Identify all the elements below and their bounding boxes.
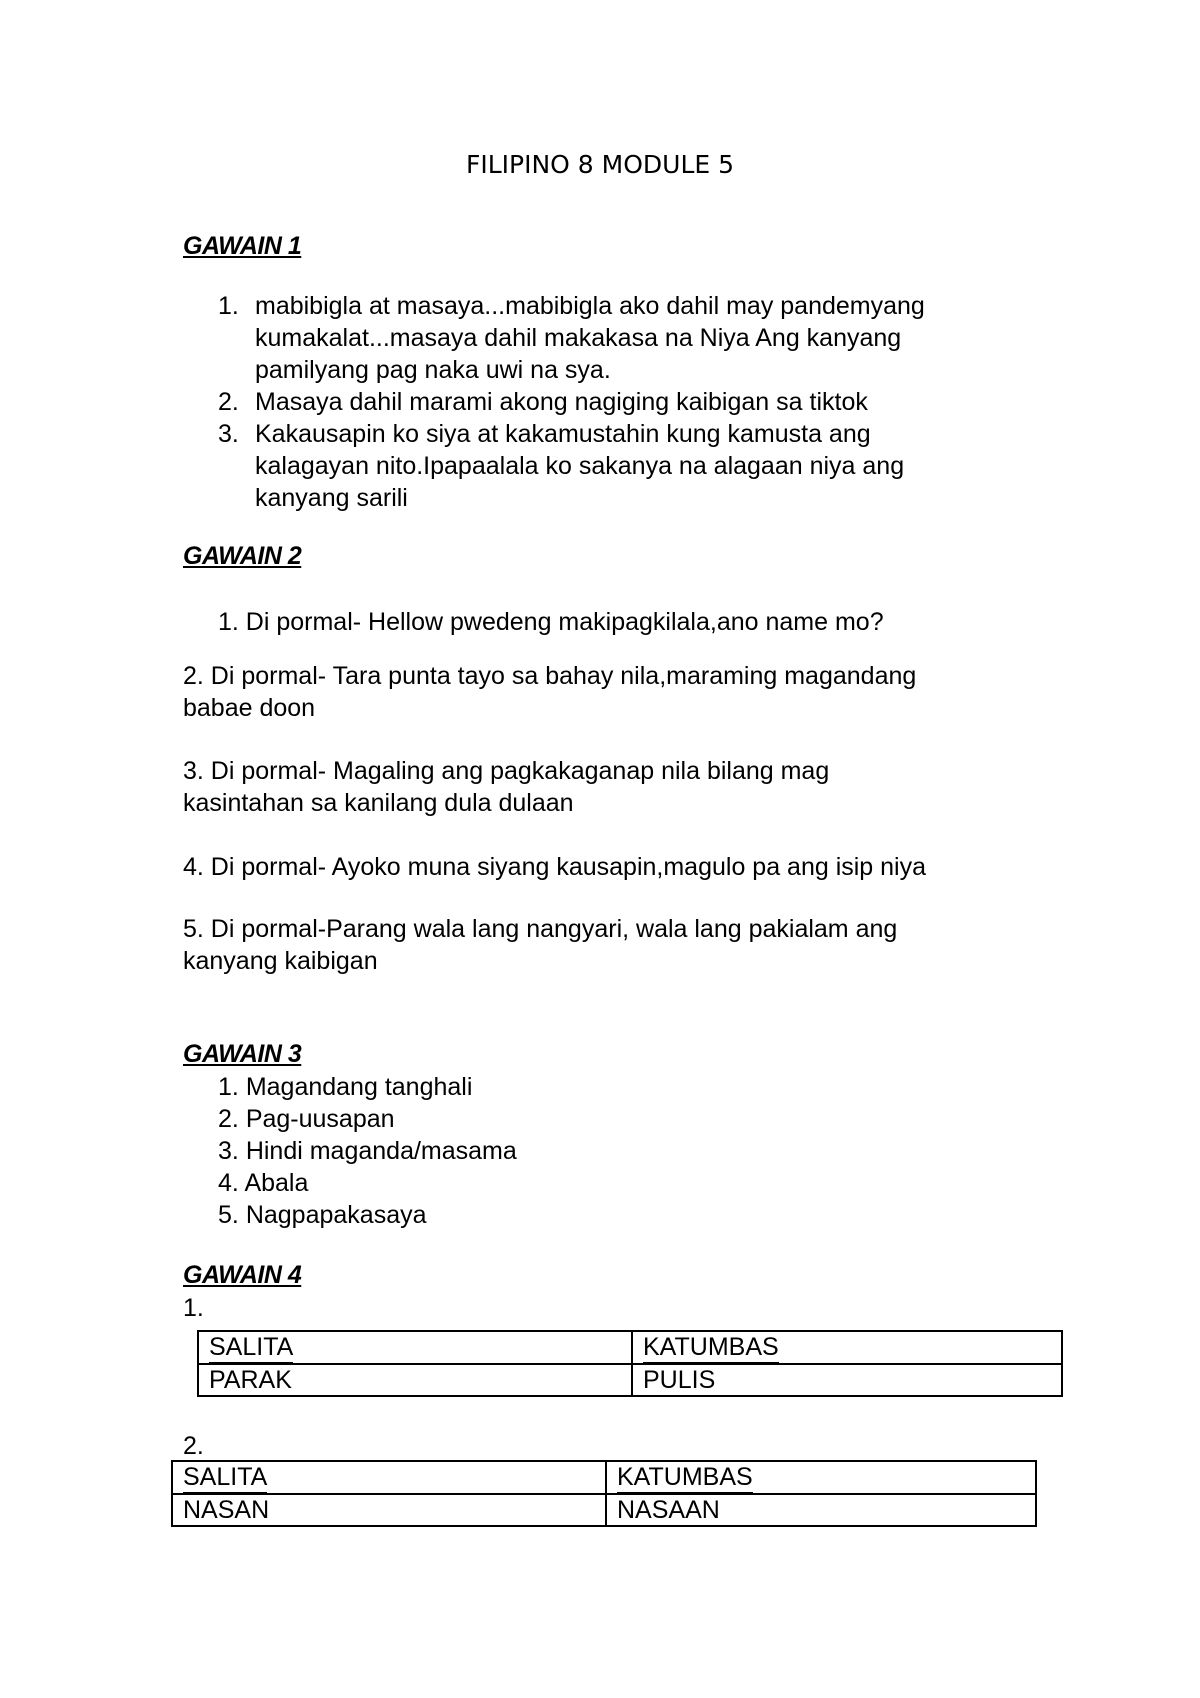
list-text-cont: kumakalat...masaya dahil makakasa na Niya Ang kanyang <box>255 324 902 352</box>
gawain-2-item-1: 1. Di pormal- Hellow pwedeng makipagkilala,ano name mo? <box>218 608 884 636</box>
list-number: 5. <box>218 1201 239 1229</box>
table-cell <box>606 1461 1036 1494</box>
list-number: 1. <box>218 292 239 320</box>
list-text-cont: pamilyang pag naka uwi na sya. <box>255 356 611 384</box>
table-row <box>198 1331 1062 1364</box>
list-number: 1. <box>218 1073 239 1101</box>
gawain-2-heading: GAWAIN 2 <box>183 542 302 570</box>
table-cell <box>606 1494 1036 1526</box>
list-number: 4. <box>218 1169 239 1197</box>
list-number: 3. <box>218 1137 239 1165</box>
table-cell <box>198 1331 632 1364</box>
list-item <box>218 1103 395 1135</box>
list-item <box>218 1199 427 1231</box>
gawain-4-heading: GAWAIN 4 <box>183 1261 302 1289</box>
table-row <box>198 1364 1062 1396</box>
list-text: mabibigla at masaya...mabibigla ako dahil may pandemyang <box>255 292 925 320</box>
cell-text: NASAAN <box>617 1496 720 1524</box>
gawain-2-item-5: 5. Di pormal-Parang wala lang nangyari, wala lang pakialam ang <box>183 915 898 943</box>
list-number: 3. <box>218 420 239 448</box>
gawain-1-heading: GAWAIN 1 <box>183 232 302 260</box>
cell-text: PULIS <box>643 1366 716 1394</box>
list-number: 2. <box>218 388 239 416</box>
table-2-label: 2. <box>183 1432 204 1460</box>
list-text: Pag-uusapan <box>245 1105 395 1133</box>
list-text: Hindi maganda/masama <box>245 1137 517 1165</box>
table-1-label: 1. <box>183 1294 204 1322</box>
gawain-2-item-2: 2. Di pormal- Tara punta tayo sa bahay nila,maraming magandang <box>183 662 917 690</box>
gawain-2-item-3-cont: kasintahan sa kanilang dula dulaan <box>183 789 574 817</box>
list-text-cont: kanyang sarili <box>255 484 408 512</box>
gawain-2-item-3: 3. Di pormal- Magaling ang pagkakaganap nila bilang mag <box>183 757 830 785</box>
table-row <box>172 1461 1036 1494</box>
table-cell <box>172 1461 606 1494</box>
cell-text: KATUMBAS <box>617 1463 753 1491</box>
cell-text: KATUMBAS <box>643 1333 779 1361</box>
list-text: Abala <box>244 1169 309 1197</box>
gawain-2-item-4: 4. Di pormal- Ayoko muna siyang kausapin,magulo pa ang isip niya <box>183 853 927 881</box>
gawain-3-heading: GAWAIN 3 <box>183 1040 302 1068</box>
table-row <box>172 1494 1036 1526</box>
cell-text: PARAK <box>209 1366 292 1394</box>
cell-text: SALITA <box>183 1463 268 1491</box>
table-cell <box>632 1331 1062 1364</box>
list-item <box>218 1135 517 1167</box>
table-cell <box>172 1494 606 1526</box>
list-text: Kakausapin ko siya at kakamustahin kung kamusta ang <box>255 420 871 448</box>
cell-text: SALITA <box>209 1333 294 1361</box>
page-title: FILIPINO 8 MODULE 5 <box>465 150 735 179</box>
list-item <box>218 1071 472 1103</box>
list-item <box>218 1167 308 1199</box>
list-text-cont: kalagayan nito.Ipapaalala ko sakanya na alagaan niya ang <box>255 452 905 480</box>
cell-text: NASAN <box>183 1496 270 1524</box>
list-text: Nagpapakasaya <box>245 1201 427 1229</box>
gawain-2-item-2-cont: babae doon <box>183 694 316 722</box>
gawain-2-item-5-cont: kanyang kaibigan <box>183 947 378 975</box>
list-text: Magandang tanghali <box>245 1073 473 1101</box>
list-text: Masaya dahil marami akong nagiging kaibigan sa tiktok <box>255 388 868 416</box>
word-table-1 <box>197 1330 1063 1397</box>
list-number: 2. <box>218 1105 239 1133</box>
word-table-2 <box>171 1460 1037 1527</box>
table-cell <box>198 1364 632 1396</box>
table-cell <box>632 1364 1062 1396</box>
